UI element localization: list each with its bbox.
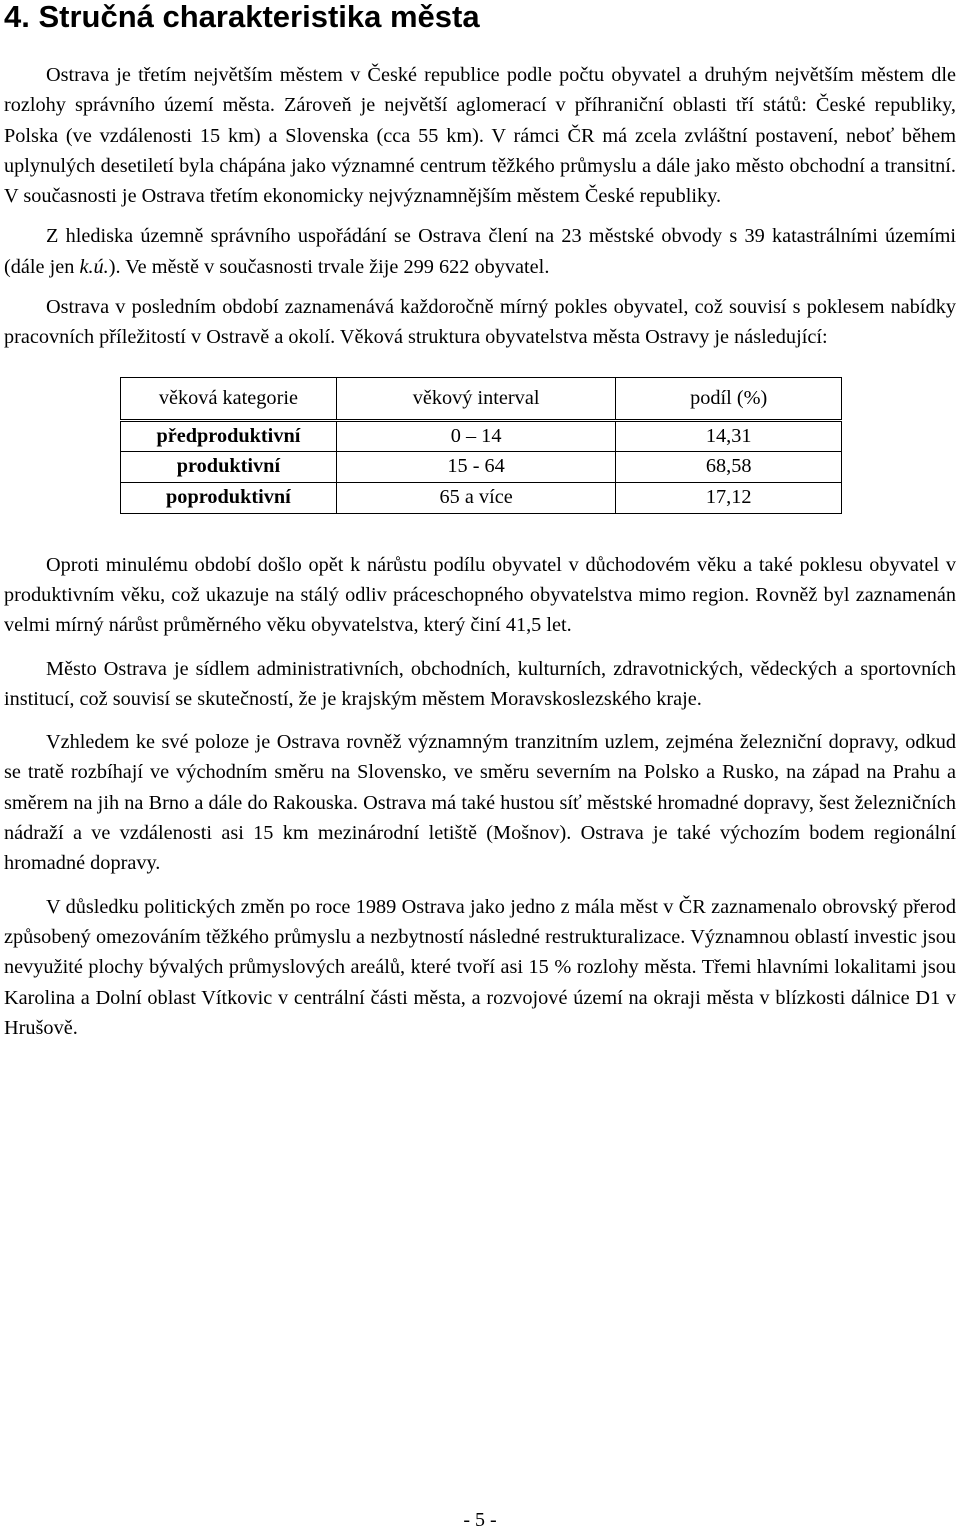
- header-share: podíl (%): [616, 377, 842, 420]
- row-share: 68,58: [616, 451, 842, 482]
- header-interval: věkový interval: [336, 377, 616, 420]
- row-category: poproduktivní: [121, 482, 337, 513]
- age-structure-table: [120, 377, 842, 514]
- table-row: [121, 420, 842, 451]
- row-interval: 15 - 64: [336, 451, 616, 482]
- paragraph-restructuring: V důsledku politických změn po roce 1989 Ostrava jako jedno z mála měst v ČR zaznamenalo obrovský přerod způsobený omezováním těžkého průmyslu a nezbytností následné restrukturalizace. Významnou oblastí investic jsou nevyužité plochy bývalých průmyslových areálů, které tvoří asi 15 % rozlohy města. Třemi hlavními lokalitami jsou Karolina a Dolní oblast Vítkovic v centrální části města, a rozvojové území na okraji města v blízkosti dálnice D1 v Hrušově.: [4, 895, 956, 1039]
- age-structure-table-wrapper: [120, 377, 842, 514]
- row-interval: 0 – 14: [336, 420, 616, 451]
- paragraph-intro: Ostrava je třetím největším městem v České republice podle počtu obyvatel a druhým největším městem dle rozlohy správního území města. Zároveň je největší aglomerací v příhraniční oblasti tří států: České republiky, Polska (ve vzdálenosti 15 km) a Slovenska (cca 55 km). V rámci ČR má zcela zvláštní postavení, neboť během uplynulých desetiletí byla chápána jako významné centrum těžkého průmyslu a dále jako město obchodní a transitní. V současnosti je Ostrava třetím ekonomicky nejvýznamnějším městem České republiky.: [4, 64, 956, 208]
- row-category: předproduktivní: [121, 420, 337, 451]
- abbreviation-ku: k.ú.: [79, 255, 109, 278]
- paragraph-age-trend: Oproti minulému období došlo opět k nárůstu podílu obyvatel v důchodovém věku a také poklesu obyvatel v produktivním věku, což ukazuje na stálý odliv práceschopného obyvatelstva mimo region. Rovněž byl zaznamenán velmi mírný nárůst průměrného věku obyvatelstva, který činí 41,5 let.: [4, 553, 956, 637]
- paragraph-transport: Vzhledem ke své poloze je Ostrava rovněž významným tranzitním uzlem, zejména železniční dopravy, odkud se tratě rozbíhají ve východním směru na Slovensko, ve směru severním na Polsko a Rusko, na západ na Prahu a směrem na jih na Brno a dále do Rakouska. Ostrava má také hustou síť městské hromadné dopravy, šest železničních nádraží a ve vzdálenosti asi 15 km mezinárodní letiště (Mošnov). Ostrava je také výchozím bodem regionální hromadné dopravy.: [4, 731, 956, 875]
- page-number: [0, 1508, 960, 1532]
- row-interval: 65 a více: [336, 482, 616, 513]
- paragraph-administration: [4, 221, 956, 282]
- page-number-text: - 5 -: [463, 1509, 497, 1531]
- row-share: 17,12: [616, 482, 842, 513]
- paragraph-administration-text-1: Z hlediska územně správního uspořádání se Ostrava člení na 23 městské obvody s 39 katastrálními územími (dále jen: [4, 225, 956, 278]
- section-heading: 4. Stručná charakteristika města: [4, 0, 480, 34]
- row-share: 14,31: [616, 420, 842, 451]
- header-category: věková kategorie: [121, 377, 337, 420]
- table-header-row: [121, 377, 842, 420]
- paragraph-population: Ostrava v posledním období zaznamenává každoročně mírný pokles obyvatel, což souvisí s poklesem nabídky pracovních příležitostí v Ostravě a okolí. Věková struktura obyvatelstva města Ostravy je následující:: [4, 296, 956, 349]
- table-row: [121, 451, 842, 482]
- paragraph-institutions: Město Ostrava je sídlem administrativních, obchodních, kulturních, zdravotnických, vědeckých a sportovních institucí, což souvisí se skutečností, že je krajským městem Moravskoslezského kraje.: [4, 657, 956, 710]
- row-category: produktivní: [121, 451, 337, 482]
- paragraph-administration-text-2: ). Ve městě v současnosti trvale žije 299 622 obyvatel.: [108, 255, 550, 278]
- table-row: [121, 482, 842, 513]
